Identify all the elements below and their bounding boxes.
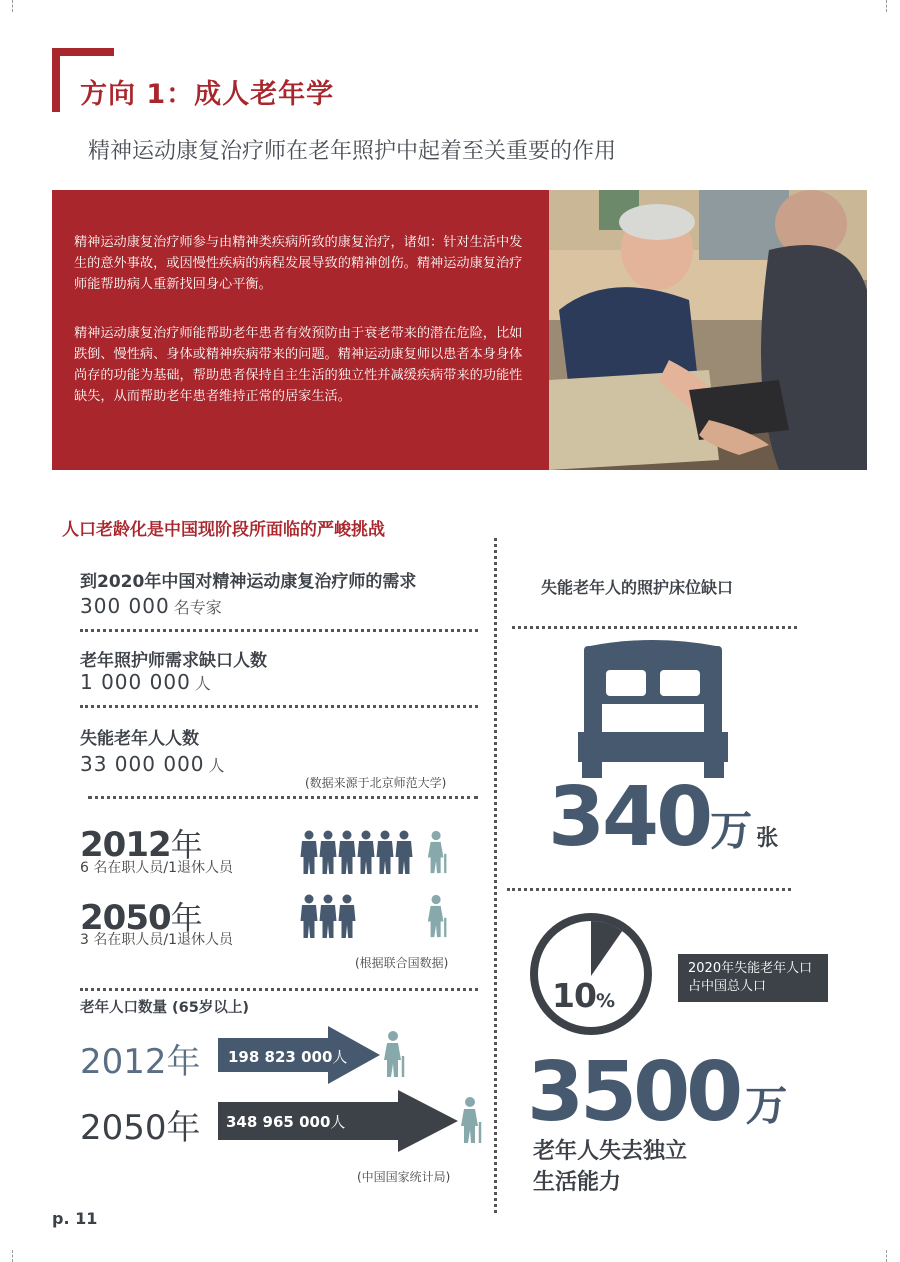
arrow-label-2012 bbox=[228, 1046, 347, 1067]
stat-label: 失能老年人人数 bbox=[80, 729, 199, 749]
worker-figures-2012 bbox=[300, 826, 480, 874]
therapist-photo-illustration bbox=[549, 190, 867, 470]
worker-group bbox=[300, 894, 424, 938]
crop-mark bbox=[886, 1250, 887, 1262]
stat-number: 300 000 bbox=[80, 594, 170, 618]
stat-label: 老年照护师需求缺口人数 bbox=[80, 651, 267, 671]
stat-value bbox=[80, 752, 225, 776]
stat-unit: 名专家 bbox=[173, 598, 222, 617]
beds-figure bbox=[548, 770, 778, 865]
year-number: 2050 bbox=[80, 898, 171, 938]
ratio-source: (根据联合国数据) bbox=[355, 956, 449, 970]
worker-icon bbox=[376, 830, 394, 874]
population-source: (中国国家统计局) bbox=[357, 1170, 451, 1184]
ratio-caption: 6 名在职人员/1退休人员 bbox=[80, 860, 233, 876]
worker-icon bbox=[300, 894, 318, 938]
disabled-figure bbox=[527, 1045, 787, 1140]
worker-icon bbox=[319, 830, 337, 874]
worker-icon bbox=[300, 830, 318, 874]
stats-source: (数据来源于北京师范大学) bbox=[305, 776, 447, 790]
worker-icon bbox=[319, 894, 337, 938]
column-divider bbox=[494, 538, 497, 1213]
worker-group bbox=[300, 830, 424, 874]
retiree-icon bbox=[424, 894, 450, 938]
dotted-divider bbox=[507, 888, 791, 891]
stat-unit: 人 bbox=[194, 674, 211, 693]
beds-label: 失能老年人的照护床位缺口 bbox=[541, 578, 734, 597]
crop-mark bbox=[12, 0, 13, 12]
disabled-caption-line1: 老年人失去独立 bbox=[533, 1139, 688, 1164]
retiree-icon bbox=[424, 830, 450, 874]
beds-unit-zhang: 张 bbox=[756, 826, 779, 851]
stat-value bbox=[80, 670, 211, 694]
pop-unit: 人 bbox=[330, 1113, 346, 1131]
percent-label bbox=[552, 976, 615, 1015]
crop-mark bbox=[12, 1250, 13, 1262]
elderly-cane-icon bbox=[381, 1030, 407, 1078]
worker-icon bbox=[357, 830, 375, 874]
worker-icon bbox=[338, 894, 356, 938]
percent-sign: % bbox=[595, 990, 615, 1012]
therapist-photo bbox=[549, 190, 867, 470]
disabled-caption-line2: 生活能力 bbox=[533, 1170, 622, 1195]
dotted-divider bbox=[80, 705, 478, 708]
year-suffix: 年 bbox=[170, 899, 202, 937]
dotted-divider bbox=[80, 988, 478, 991]
disabled-number: 3500 bbox=[527, 1045, 740, 1140]
crop-mark bbox=[886, 0, 887, 12]
year-suffix: 年 bbox=[170, 826, 202, 864]
elderly-population-heading: 老年人口数量 (65岁以上) bbox=[80, 1000, 249, 1016]
worker-figures-2050 bbox=[300, 890, 480, 938]
beds-unit-wan: 万 bbox=[710, 806, 753, 855]
pop-year-2050: 2050年 bbox=[80, 1108, 201, 1148]
stat-label: 到2020年中国对精神运动康复治疗师的需求 bbox=[80, 572, 417, 592]
elderly-cane-icon bbox=[458, 1096, 484, 1144]
percent-number: 10 bbox=[552, 976, 596, 1015]
dotted-divider bbox=[512, 626, 797, 629]
intro-box bbox=[52, 190, 549, 470]
intro-paragraph-2: 精神运动康复治疗师能帮助老年患者有效预防由于衰老带来的潜在危险，比如跌倒、慢性病、身体或精神疾病带来的问题。精神运动康复师以患者本身身体尚存的功能为基础，帮助患者保持自主生活的独立性并减缓疾病带来的功能性缺失，从而帮助老年患者维持正常的居家生活。 bbox=[74, 326, 523, 404]
pop-year-2012: 2012年 bbox=[80, 1042, 201, 1082]
page-title: 方向 1：成人老年学 bbox=[80, 79, 335, 110]
beds-number: 340 bbox=[548, 770, 711, 865]
worker-icon bbox=[338, 830, 356, 874]
page-subtitle: 精神运动康复治疗师在老年照护中起着至关重要的作用 bbox=[88, 139, 617, 164]
pop-number: 198 823 000 bbox=[228, 1048, 333, 1066]
section-heading: 人口老龄化是中国现阶段所面临的严峻挑战 bbox=[62, 520, 385, 540]
pop-unit: 人 bbox=[332, 1048, 348, 1066]
pop-number: 348 965 000 bbox=[226, 1113, 331, 1131]
stat-number: 33 000 000 bbox=[80, 752, 205, 776]
bed-icon bbox=[578, 640, 728, 780]
arrow-label-2050 bbox=[226, 1111, 345, 1132]
page-number: p. 11 bbox=[52, 1209, 98, 1228]
intro-paragraph-1: 精神运动康复治疗师参与由精神类疾病所致的康复治疗，诸如：针对生活中发生的意外事故，或因慢性疾病的病程发展导致的精神创伤。精神运动康复治疗师能帮助病人重新找回身心平衡。 bbox=[74, 235, 523, 292]
disabled-unit: 万 bbox=[745, 1081, 788, 1130]
worker-icon bbox=[395, 830, 413, 874]
disabled-share-box: 2020年失能老年人口占中国总人口 bbox=[678, 954, 828, 1002]
stat-unit: 人 bbox=[208, 756, 225, 775]
stat-value bbox=[80, 594, 222, 618]
disabled-caption bbox=[533, 1136, 687, 1198]
ratio-caption: 3 名在职人员/1退休人员 bbox=[80, 932, 233, 948]
dotted-divider bbox=[88, 796, 478, 799]
percent-gauge bbox=[527, 910, 655, 1038]
stat-number: 1 000 000 bbox=[80, 670, 191, 694]
dotted-divider bbox=[80, 629, 478, 632]
year-number: 2012 bbox=[80, 825, 171, 865]
